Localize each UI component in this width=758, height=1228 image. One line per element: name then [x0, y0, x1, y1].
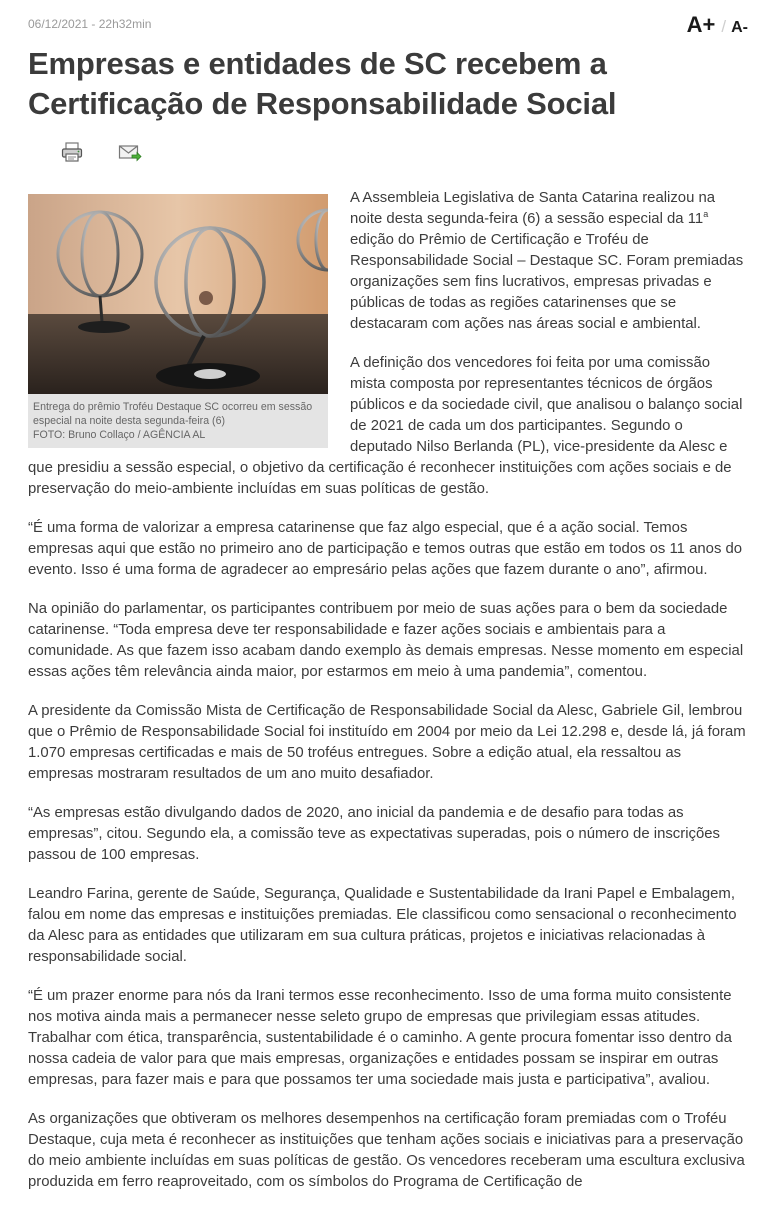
- article-title: Empresas e entidades de SC recebem a Certificação de Responsabilidade Social: [28, 46, 617, 121]
- figure-caption: [28, 394, 328, 448]
- paragraph: Leandro Farina, gerente de Saúde, Segurança, Qualidade e Sustentabilidade da Irani Papel e Embalagem, falou em nome das empresas e instituições premiadas. Ele classificou como sensacional o reconhecimento da Alesc para as entidades que utilizaram em sua cultura práticas, projetos e iniciativas relacionadas à responsabilidade social.: [28, 886, 737, 965]
- caption-text: Entrega do prêmio Troféu Destaque SC ocorreu em sessão especial na noite desta segunda-feira (6): [33, 401, 313, 427]
- publish-timestamp: 06/12/2021 - 22h32min: [28, 17, 152, 31]
- increase-font-button[interactable]: A+: [686, 12, 716, 37]
- font-size-controls: [687, 12, 748, 38]
- article-actions: [60, 140, 142, 164]
- globe-trophies-photo: [28, 194, 328, 394]
- paragraph: A definição dos vencedores foi feita por uma comissão mista composta por representantes técnicos de órgãos públicos e da sociedade civil, que analisou o balanço social de 2021 de cada um dos participantes. Segundo o deputado Nilso Berlanda (PL), vice-presidente da Alesc e que presidiu a sessão especial, o objetivo da certificação é reconhecer instituições com ações sociais e de preservação do meio-ambiente incluídas em suas políticas de gestão.: [28, 355, 743, 497]
- paragraph: Na opinião do parlamentar, os participantes contribuem por meio de suas ações para o bem da sociedade catarinense. “Toda empresa deve ter responsabilidade e fazer ações sociais e ambientais para a comunidade. As que fazem isso acabam dando exemplo às demais empresas. Nesse momento em especial essas ações têm relevância ainda maior, por estarmos em meio à uma pandemia”, comentou.: [28, 601, 744, 680]
- decrease-font-button[interactable]: A-: [731, 19, 748, 36]
- font-size-separator: /: [721, 17, 727, 36]
- article-figure: [28, 194, 328, 448]
- paragraph: “É um prazer enorme para nós da Irani termos esse reconhecimento. Isso de uma forma muito consistente nos motiva ainda mais a permanecer nesse seleto grupo de empresas que privilegiam essas atitudes. Trabalhar com ética, transparência, sustentabilidade é o caminho. A gente procura fomentar isso dentro da nossa cadeia de valor para que mais empresas, organizações e entidades possam se inspirar em outras empresas, para fazer mais e para que possamos ter uma sociedade mais justa e participativa”, avaliou.: [28, 988, 732, 1088]
- paragraph: “É uma forma de valorizar a empresa catarinense que faz algo especial, que é a ação social. Temos empresas aqui que estão no primeiro ano de participação e temos outras que estão em todos os 11 anos do evento. Isso é uma forma de agradecer ao empresário pelas ações que fazem durante o ano”, afirmou.: [28, 520, 743, 578]
- paragraph: “As empresas estão divulgando dados de 2020, ano inicial da pandemia e de desafio para todas as empresas”, citou. Segundo ela, a comissão teve as expectativas superadas, pois o número de inscrições passou de 100 empresas.: [28, 805, 720, 863]
- photo-credit: FOTO: Bruno Collaço / AGÊNCIA AL: [33, 429, 206, 441]
- article-body: [28, 188, 748, 1211]
- paragraph-intro: A Assembleia Legislativa de Santa Catarina realizou na noite desta segunda-feira (6) a sessão especial da 11$^a$ edição do Prêmio de Certificação e Troféu de Responsabilidade Social – Destaque SC. Foram premiadas organizações sem fins lucrativos, empresas privadas e públicas de todas as regiões catarinenses que se destacaram com ações nas áreas social e ambiental.: [350, 190, 744, 332]
- email-send-icon[interactable]: [118, 140, 142, 164]
- printer-icon[interactable]: [60, 140, 84, 164]
- paragraph: As organizações que obtiveram os melhores desempenhos na certificação foram premiadas com o Troféu Destaque, cuja meta é reconhecer as instituições que tenham ações sociais e iniciativas para a preservação do meio ambiente incluídas em suas políticas de gestão. Os vencedores receberam uma escultura exclusiva produzida em ferro reaproveitado, com os símbolos do Programa de Certificação de: [28, 1111, 745, 1190]
- paragraph: A presidente da Comissão Mista de Certificação de Responsabilidade Social da Alesc, Gabriele Gil, lembrou que o Prêmio de Responsabilidade Social foi instituído em 2004 por meio da Lei 12.298 e, desde lá, já foram 1.070 empresas certificadas e mais de 50 troféus entregues. Sobre a edição atual, ela ressaltou as empresas mostraram resultados de um ano muito desafiador.: [28, 703, 746, 782]
